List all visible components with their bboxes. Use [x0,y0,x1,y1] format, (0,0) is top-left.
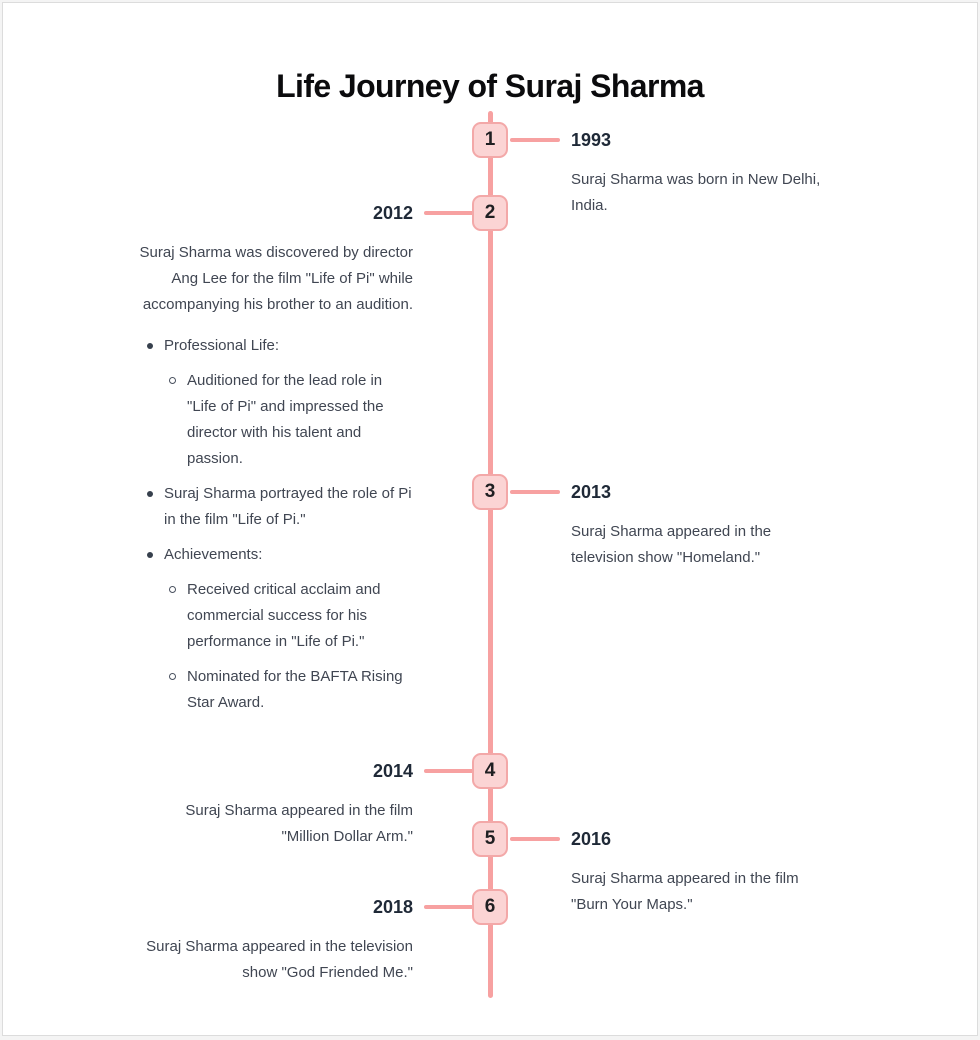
page-title: Life Journey of Suraj Sharma [276,68,704,105]
milestone-year: 2018 [372,897,413,917]
milestone-6-badge: 6 [472,889,508,925]
timeline-item-2014 [139,758,413,850]
timeline-item-2016 [571,826,833,918]
timeline-item-2013 [571,479,833,571]
connector-line-6 [424,905,474,909]
connector-line-4 [424,769,474,773]
milestone-bullet-list [139,333,413,716]
milestone-4-badge: 4 [472,753,508,789]
bullet-item: Professional Life: [139,333,413,359]
milestone-1-badge: 1 [472,122,508,158]
milestone-year: 2016 [571,829,612,849]
milestone-year: 2013 [571,482,612,502]
milestone-year: 1993 [571,130,612,150]
milestone-year: 2014 [372,761,413,781]
connector-line-2 [424,211,474,215]
bullet-subitem: Received critical acclaim and commercial success for his performance in "Life of Pi." [139,577,413,655]
connector-line-5 [510,837,560,841]
timeline-item-2018 [139,894,413,986]
milestone-3-badge: 3 [472,474,508,510]
milestone-5-badge: 5 [472,821,508,857]
connector-line-3 [510,490,560,494]
connector-line-1 [510,138,560,142]
milestone-description: Suraj Sharma appeared in the film "Burn Your Maps." [571,870,799,913]
bullet-item: Achievements: [139,542,413,568]
bullet-subitem: Nominated for the BAFTA Rising Star Award. [139,664,413,716]
bullet-item: Suraj Sharma portrayed the role of Pi in the film "Life of Pi." [139,481,413,533]
timeline-page [2,2,978,1036]
milestone-year: 2012 [372,203,413,223]
timeline-item-2012 [139,200,413,725]
milestone-2-badge: 2 [472,195,508,231]
milestone-description: Suraj Sharma appeared in the television show "Homeland." [571,523,772,566]
milestone-description: Suraj Sharma appeared in the film "Million Dollar Arm." [185,802,413,845]
bullet-subitem: Auditioned for the lead role in "Life of Pi" and impressed the director with his talent and passion. [139,368,413,472]
milestone-description: Suraj Sharma was born in New Delhi, India. [571,171,821,214]
timeline-item-1993 [571,127,831,219]
milestone-description: Suraj Sharma was discovered by director Ang Lee for the film "Life of Pi" while accompanying his brother to an audition. [139,244,413,313]
timeline-vertical-line [488,111,493,998]
milestone-description: Suraj Sharma appeared in the television show "God Friended Me." [146,938,413,981]
